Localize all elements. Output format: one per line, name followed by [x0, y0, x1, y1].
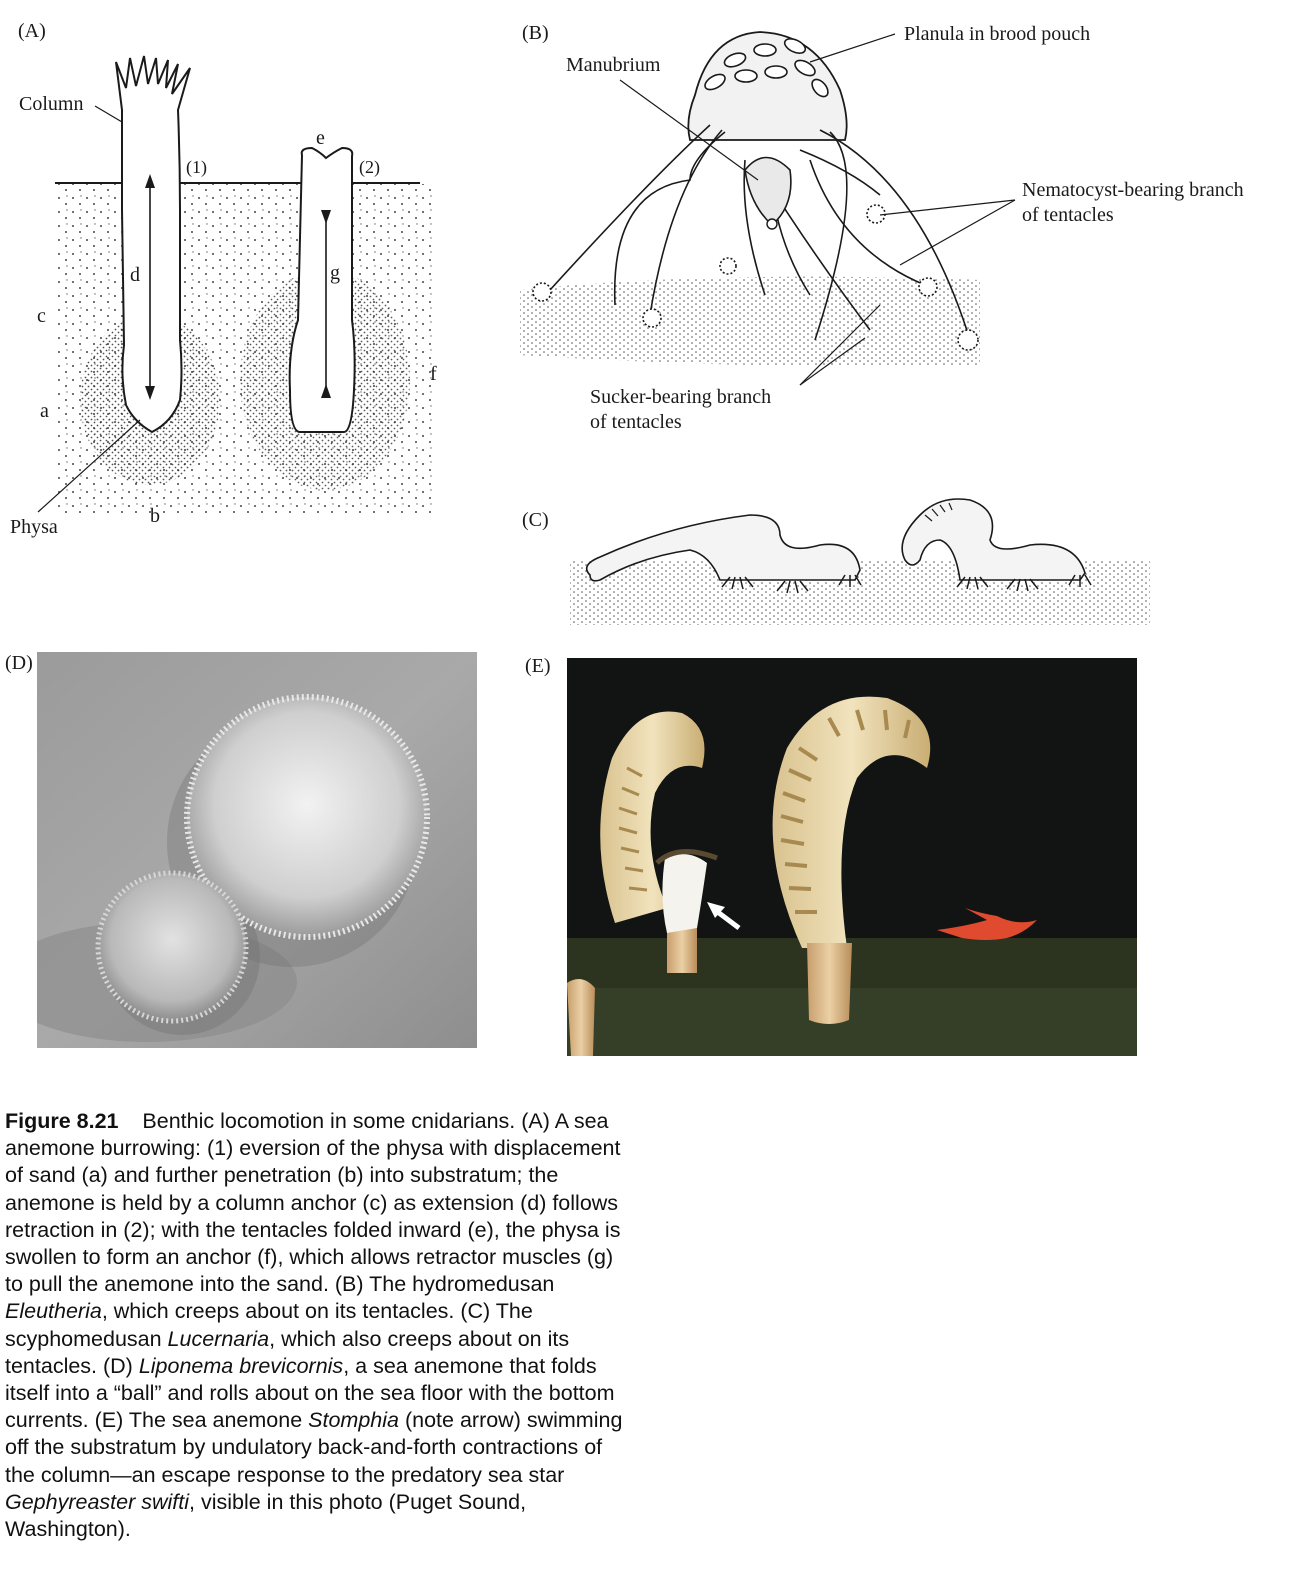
nematocyst-label-line1: Nematocyst-bearing branch	[1022, 179, 1244, 201]
stalk-far-left	[567, 979, 595, 1056]
letter-d: d	[130, 264, 140, 286]
panel-c-letter: (C)	[522, 509, 549, 531]
panel-b-eleutheria-diagram	[510, 20, 1306, 420]
letter-e: e	[316, 127, 325, 149]
figure-title: Benthic locomotion in some cnidarians.	[142, 1109, 516, 1133]
liponema-small-ball	[98, 873, 246, 1021]
caption-stomphia: Stomphia	[308, 1408, 399, 1433]
stage-2-label: (2)	[359, 157, 380, 177]
substratum-b	[520, 277, 980, 367]
caption-gephyreaster: Gephyreaster swifti	[5, 1489, 190, 1514]
liponema-photo	[37, 652, 477, 1048]
figure-caption	[5, 1108, 625, 1543]
planula-label: Planula in brood pouch	[904, 23, 1091, 45]
stomphia-photo	[567, 658, 1137, 1056]
caption-part-3: , which also creeps about on its tentacles. (D)	[5, 1326, 570, 1378]
panel-d-letter: (D)	[5, 652, 33, 674]
caption-part-2: , which creeps about on its tentacles. (C) The scyphomedusan	[5, 1299, 533, 1351]
letter-c: c	[37, 305, 46, 327]
manubrium-shape	[745, 158, 791, 226]
caption-eleutheria: Eleutheria	[5, 1299, 102, 1324]
caption-lucernaria: Lucernaria	[167, 1326, 270, 1351]
caption-part-4: , a sea anemone that folds itself into a “ball” and rolls about on the sea floor with the bottom currents. (E) The sea anemone	[5, 1353, 615, 1433]
caption-liponema: Liponema brevicornis	[138, 1353, 344, 1378]
letter-a: a	[40, 400, 49, 422]
panel-a-burrowing-diagram	[0, 40, 450, 560]
nematocyst-label-line2: of tentacles	[1022, 204, 1114, 226]
panel-a-letter: (A)	[18, 20, 46, 42]
letter-g: g	[330, 262, 340, 284]
manubrium-label: Manubrium	[566, 54, 661, 76]
caption-part-6: , visible in this photo (Puget Sound, Washington).	[5, 1489, 527, 1542]
letter-b: b	[150, 505, 160, 527]
sucker-label-line1: Sucker-bearing branch	[590, 386, 772, 408]
caption-part-1: (A) A sea anemone burrowing: (1) eversion of the physa with displacement of sand (a) and further penetration (b) into substratum; the anemone is held by a column anchor (c) as extension (d) follows retraction in (2); with the tentacles folded inward (e), the physa is swollen to form an anchor (f), which allows retractor muscles (g) to pull the anemone into the sand. (B) The hydromedusan	[5, 1109, 621, 1297]
column-label: Column	[19, 93, 84, 115]
caption-part-5: (note arrow) swimming off the substratum by undulatory back-and-forth contractions of the column—an escape response to the predatory sea star	[5, 1408, 623, 1487]
stalk-right	[807, 943, 852, 1024]
column-leader	[95, 106, 122, 122]
manubrium-mouth	[767, 219, 777, 229]
sucker-label-line2: of tentacles	[590, 411, 682, 433]
panel-b-letter: (B)	[522, 22, 549, 44]
panel-c-lucernaria-diagram	[560, 485, 1160, 635]
anemone-column-1	[116, 56, 190, 432]
letter-f: f	[430, 363, 437, 385]
figure-label: Figure 8.21	[5, 1109, 119, 1133]
stage-1-label: (1)	[186, 157, 207, 177]
physa-label: Physa	[10, 516, 58, 538]
panel-e-letter: (E)	[525, 655, 551, 677]
